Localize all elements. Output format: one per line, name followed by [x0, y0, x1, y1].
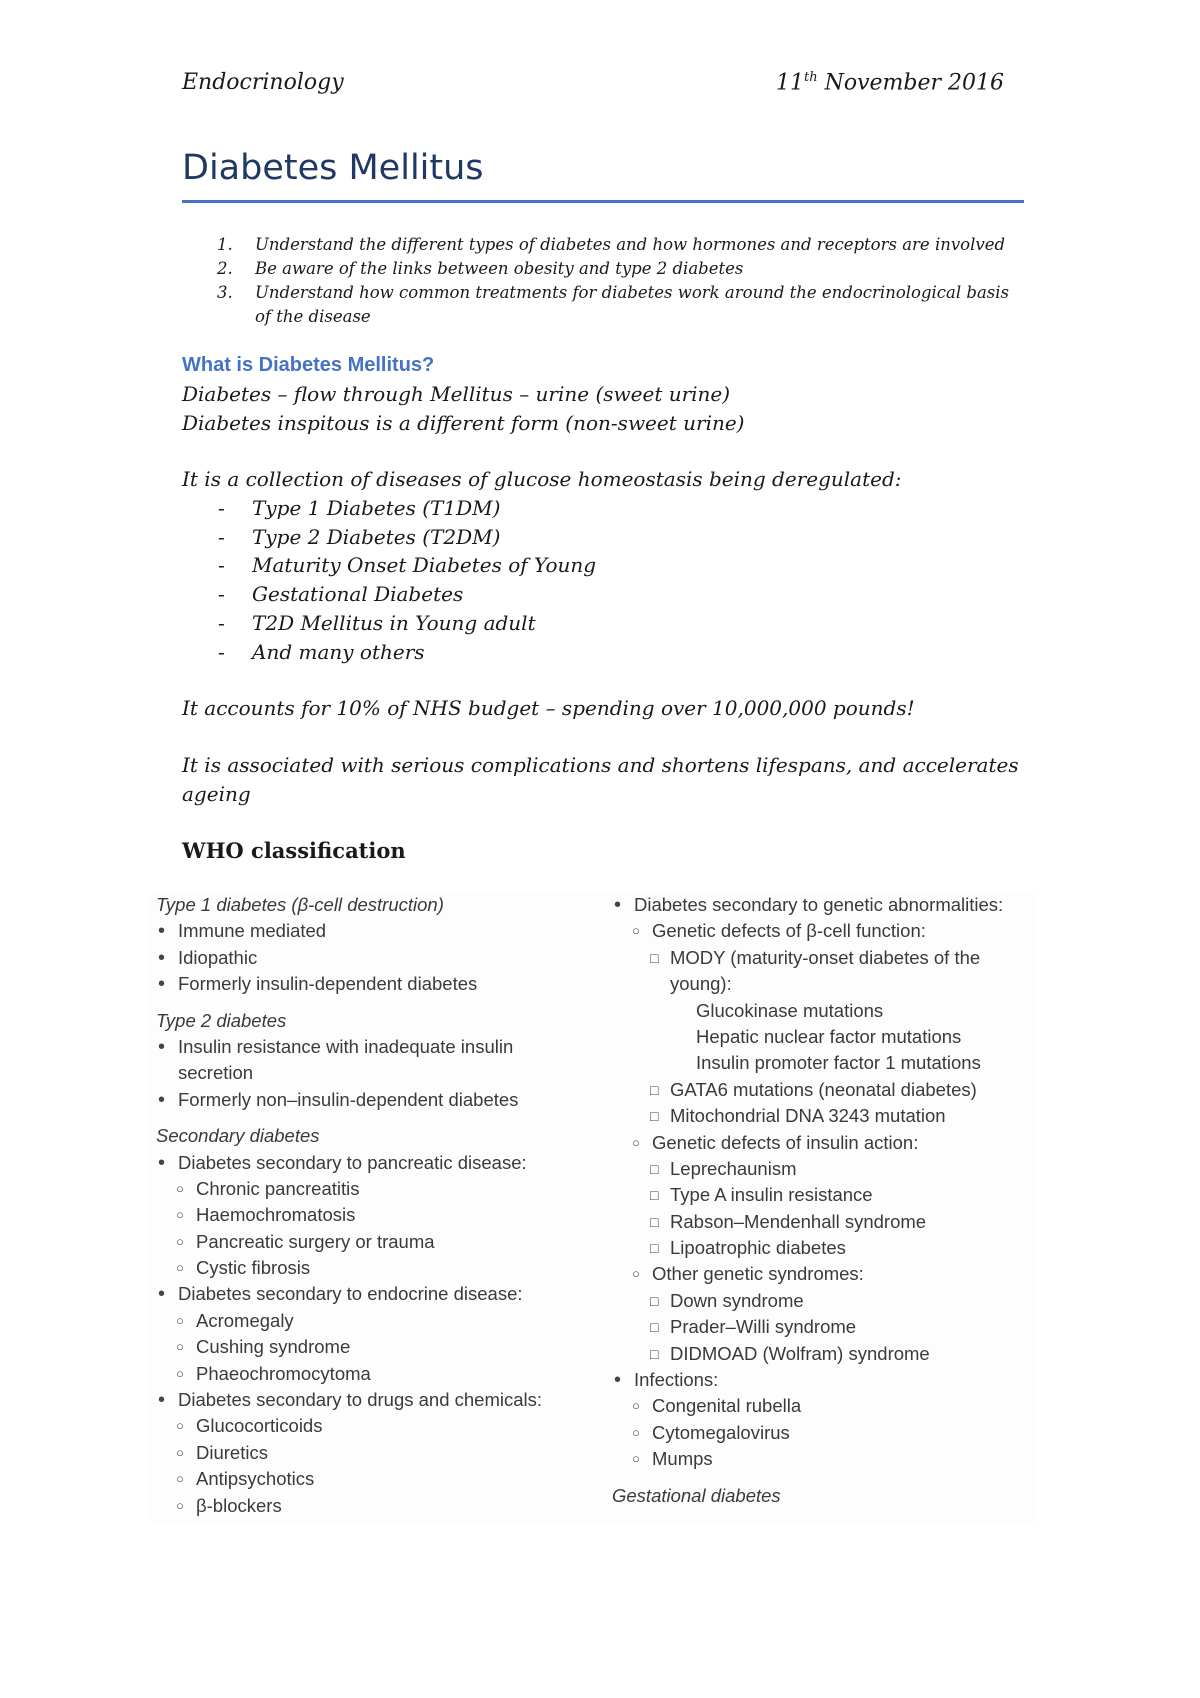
header-subject: Endocrinology [182, 70, 344, 95]
list-item [612, 1393, 1042, 1419]
circle-marker: ○ [632, 1424, 640, 1440]
list-item [156, 1308, 596, 1334]
list-item [212, 580, 596, 609]
list-item [156, 1150, 596, 1176]
square-marker: □ [650, 1240, 659, 1257]
secondary-title: Secondary diabetes [156, 1125, 320, 1147]
square-marker: □ [650, 1345, 659, 1362]
square-marker: □ [650, 1160, 659, 1177]
objective-item [217, 233, 1027, 257]
complications-statement: It is associated with serious complications and shortens lifespans, and accelerates ageing [182, 753, 1019, 806]
circle-marker: ○ [632, 1266, 640, 1282]
square-marker: □ [650, 1292, 659, 1309]
objective-item [217, 257, 1027, 281]
circle-marker: ○ [176, 1444, 184, 1460]
objective-number: 1. [217, 235, 233, 254]
circle-marker: ○ [176, 1180, 184, 1196]
page-title: Diabetes Mellitus [182, 148, 484, 188]
what-is-section [182, 351, 1032, 438]
list-item [212, 551, 596, 580]
circle-marker: ○ [176, 1260, 184, 1276]
list-item [212, 494, 596, 523]
type2-title: Type 2 diabetes [156, 1009, 287, 1031]
list-item [156, 1493, 596, 1519]
list-item [156, 1387, 596, 1413]
dash-marker: - [218, 496, 225, 520]
who-classification-figure [150, 892, 1038, 1524]
bullet-marker: • [158, 946, 166, 969]
list-item [612, 1156, 1042, 1182]
list-item [212, 609, 596, 638]
who-heading: WHO classification [182, 838, 406, 863]
item-text: Cystic fibrosis [196, 1257, 311, 1279]
item-text: Diuretics [196, 1441, 268, 1463]
list-item [612, 1341, 1042, 1367]
circle-marker: ○ [632, 1451, 640, 1467]
item-text: Diabetes secondary to pancreatic disease: [178, 1151, 527, 1173]
item-text: Formerly insulin-dependent diabetes [178, 973, 478, 995]
list-item [612, 892, 1042, 918]
figure-left-column [156, 892, 596, 1519]
bullet-marker: • [158, 1151, 166, 1174]
type-label: Maturity Onset Diabetes of Young [252, 553, 597, 578]
bullet-marker: • [614, 1369, 622, 1392]
bullet-marker: • [158, 1035, 166, 1058]
circle-marker: ○ [176, 1365, 184, 1381]
list-item [156, 1176, 596, 1202]
list-item [612, 1288, 1042, 1314]
dash-marker: - [218, 524, 225, 549]
list-item [156, 1034, 596, 1060]
item-text: β-blockers [196, 1494, 282, 1516]
collection-intro: It is a collection of diseases of glucose homeostasis being deregulated: [182, 467, 902, 491]
circle-marker: ○ [176, 1497, 184, 1513]
circle-marker: ○ [176, 1312, 184, 1328]
objective-item [217, 281, 1027, 329]
dash-marker: - [218, 582, 225, 607]
item-text: Formerly non–insulin-dependent diabetes [178, 1088, 519, 1110]
dash-marker: - [218, 639, 225, 664]
list-item [156, 1202, 596, 1228]
learning-objectives [217, 233, 1027, 329]
list-item [612, 1182, 1042, 1208]
type1-title: Type 1 diabetes (β-cell destruction) [156, 894, 444, 915]
header-date [776, 70, 1004, 95]
list-item-continuation [612, 971, 1042, 997]
item-text: Mitochondrial DNA 3243 mutation [670, 1105, 946, 1127]
bullet-marker: • [614, 894, 622, 916]
list-item [612, 1420, 1042, 1446]
item-text: Prader–Willi syndrome [670, 1316, 857, 1338]
item-text: Lipoatrophic diabetes [670, 1237, 846, 1259]
item-text: Genetic defects of insulin action: [652, 1131, 919, 1153]
list-item [612, 918, 1042, 944]
header-date-day: 11 [775, 70, 804, 96]
type-label: Gestational Diabetes [252, 582, 464, 607]
list-item [156, 1255, 596, 1281]
header-date-rest: November 2016 [817, 70, 1004, 96]
square-marker: □ [650, 1108, 659, 1125]
list-item [612, 1314, 1042, 1340]
item-text: Rabson–Mendenhall syndrome [670, 1210, 927, 1232]
list-item [156, 1229, 596, 1255]
objective-number: 2. [217, 259, 233, 278]
item-text: Glucokinase mutations [696, 999, 884, 1021]
circle-marker: ○ [632, 1134, 640, 1150]
circle-marker: ○ [176, 1471, 184, 1487]
list-item [612, 1446, 1042, 1472]
item-text: Other genetic syndromes: [652, 1263, 864, 1285]
square-marker: □ [650, 1081, 659, 1098]
header-date-suffix: th [803, 70, 818, 85]
item-text: Pancreatic surgery or trauma [196, 1230, 435, 1252]
item-text: Insulin promoter factor 1 mutations [696, 1052, 981, 1074]
what-is-line-2: Diabetes inspitous is a different form (non-sweet urine) [182, 411, 745, 435]
list-item [156, 1334, 596, 1360]
item-text: Insulin resistance with inadequate insulin [178, 1035, 514, 1057]
list-item [212, 523, 596, 552]
gestational-title: Gestational diabetes [612, 1484, 781, 1506]
objective-number: 3. [217, 283, 233, 302]
bullet-marker: • [158, 920, 166, 943]
dash-marker: - [218, 553, 225, 578]
bullet-marker: • [158, 1389, 166, 1412]
list-item [156, 1413, 596, 1439]
list-item [612, 1050, 1042, 1076]
item-text: GATA6 mutations (neonatal diabetes) [670, 1078, 977, 1100]
list-item [156, 971, 596, 997]
list-item [612, 998, 1042, 1024]
list-item [156, 1466, 596, 1492]
circle-marker: ○ [176, 1233, 184, 1249]
type-label: Type 2 Diabetes (T2DM) [252, 524, 501, 549]
type-label: T2D Mellitus in Young adult [252, 610, 536, 635]
item-text: Diabetes secondary to endocrine disease: [178, 1283, 523, 1305]
item-text: Acromegaly [196, 1309, 294, 1331]
square-marker: □ [650, 1213, 659, 1230]
item-text: Phaeochromocytoma [196, 1362, 371, 1384]
list-item [612, 945, 1042, 971]
page-header [182, 70, 1004, 102]
item-text: Down syndrome [670, 1289, 804, 1311]
item-text: Leprechaunism [670, 1157, 797, 1179]
item-text: Idiopathic [178, 946, 258, 968]
figure-right-column [612, 892, 1042, 1509]
item-text: Congenital rubella [652, 1395, 802, 1417]
list-item-continuation [156, 1060, 596, 1086]
list-item [156, 1281, 596, 1307]
dash-marker: - [218, 610, 225, 635]
square-marker: □ [650, 949, 659, 966]
item-text: Cytomegalovirus [652, 1421, 790, 1443]
what-is-heading: What is Diabetes Mellitus? [182, 354, 435, 376]
item-text: Hepatic nuclear factor mutations [696, 1025, 962, 1047]
item-text: Glucocorticoids [196, 1415, 323, 1437]
list-item [612, 1024, 1042, 1050]
item-text: Chronic pancreatitis [196, 1177, 360, 1199]
objective-text: Understand how common treatments for diabetes work around the endocrinological basis of the disease [255, 283, 1010, 326]
item-text: Cushing syndrome [196, 1336, 351, 1358]
list-item [612, 1235, 1042, 1261]
circle-marker: ○ [632, 923, 640, 939]
title-underline [182, 200, 1024, 203]
diabetes-types-list [212, 494, 596, 666]
list-item [612, 1367, 1042, 1393]
bullet-marker: • [158, 1088, 166, 1111]
list-item [156, 918, 596, 944]
list-item [612, 1077, 1042, 1103]
type-label: Type 1 Diabetes (T1DM) [252, 496, 501, 520]
item-text: Type A insulin resistance [670, 1184, 873, 1206]
list-item [156, 1440, 596, 1466]
item-text: secretion [178, 1062, 254, 1084]
circle-marker: ○ [632, 1398, 640, 1414]
list-item [612, 1130, 1042, 1156]
item-text: Diabetes secondary to genetic abnormalities: [634, 894, 1004, 915]
circle-marker: ○ [176, 1207, 184, 1223]
list-item [612, 1209, 1042, 1235]
square-marker: □ [650, 1319, 659, 1336]
bullet-marker: • [158, 973, 166, 996]
bullet-marker: • [158, 1283, 166, 1306]
square-marker: □ [650, 1187, 659, 1204]
objective-text: Be aware of the links between obesity and type 2 diabetes [255, 259, 744, 278]
what-is-line-1: Diabetes – flow through Mellitus – urine (sweet urine) [182, 382, 731, 406]
list-item [212, 638, 596, 667]
list-item [612, 1261, 1042, 1287]
list-item [156, 945, 596, 971]
budget-statement: It accounts for 10% of NHS budget – spending over 10,000,000 pounds! [182, 696, 915, 720]
list-item [612, 1103, 1042, 1129]
item-text: MODY (maturity-onset diabetes of the [670, 946, 981, 968]
item-text: DIDMOAD (Wolfram) syndrome [670, 1342, 930, 1364]
circle-marker: ○ [176, 1418, 184, 1434]
list-item [156, 1087, 596, 1113]
item-text: Diabetes secondary to drugs and chemicals: [178, 1389, 543, 1411]
list-item [156, 1361, 596, 1387]
item-text: young): [670, 973, 732, 995]
item-text: Mumps [652, 1448, 713, 1470]
item-text: Antipsychotics [196, 1468, 315, 1490]
item-text: Genetic defects of β-cell function: [652, 920, 926, 942]
circle-marker: ○ [176, 1339, 184, 1355]
item-text: Immune mediated [178, 920, 327, 942]
item-text: Infections: [634, 1369, 719, 1391]
item-text: Haemochromatosis [196, 1204, 356, 1226]
objective-text: Understand the different types of diabetes and how hormones and receptors are involved [255, 235, 1006, 254]
type-label: And many others [252, 639, 425, 664]
